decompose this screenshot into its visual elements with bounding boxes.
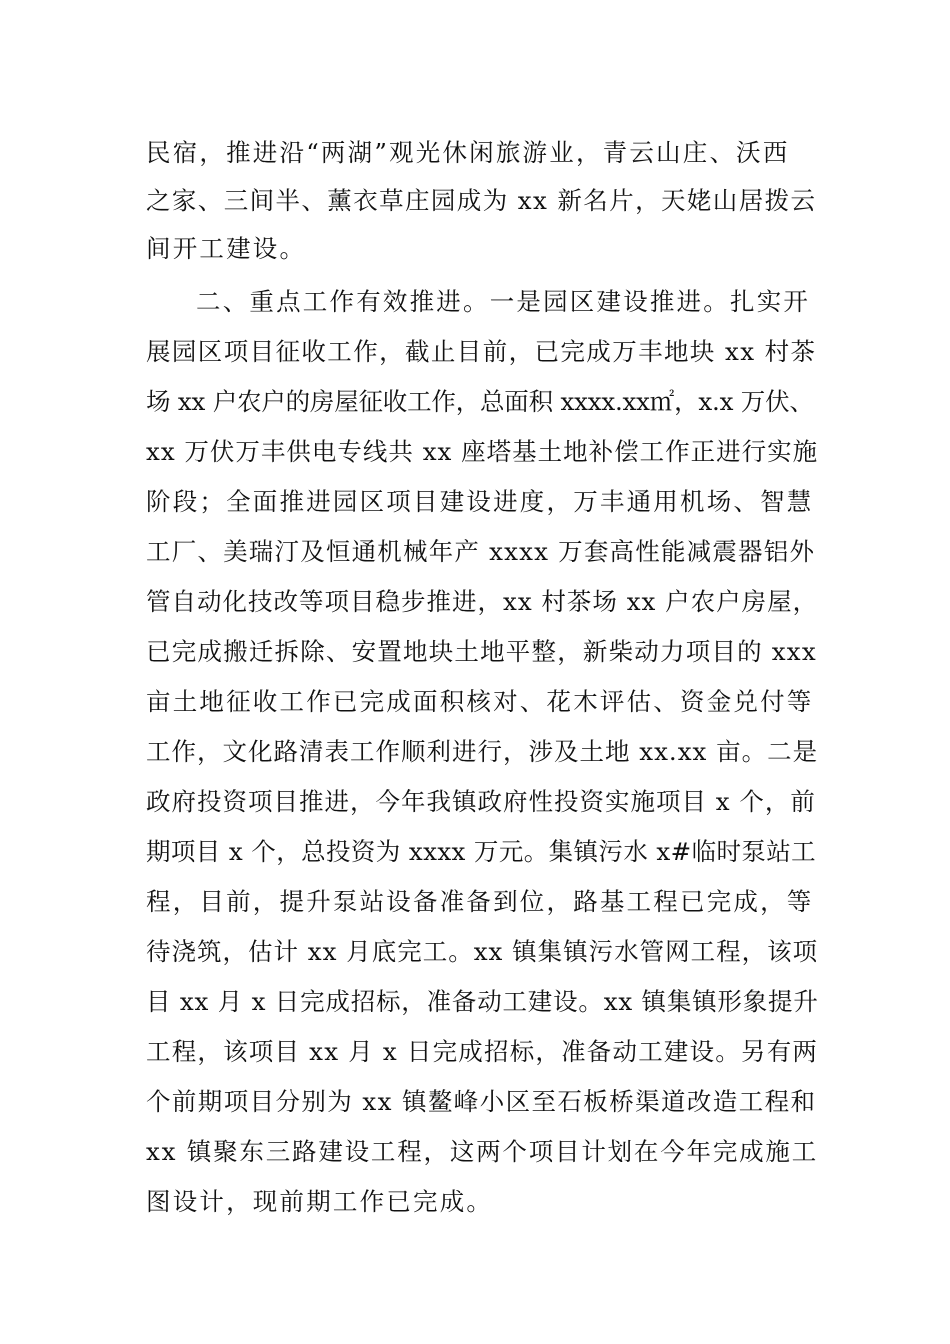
text-line: 工程，该项目 xx 月 x 日完成招标，准备动工建设。另有两 — [146, 1037, 819, 1066]
text-line: 个前期项目分别为 xx 镇鳌峰小区至石板桥渠道改造工程和 — [146, 1087, 817, 1116]
text-line: 目 xx 月 x 日完成招标，准备动工建设。xx 镇集镇形象提升 — [146, 987, 819, 1016]
text-line: 工厂、美瑞汀及恒通机械年产 xxxx 万套高性能减震器铝外 — [146, 537, 816, 566]
text-line: 管自动化技改等项目稳步推进，xx 村茶场 xx 户农户房屋， — [146, 587, 819, 616]
text-line: xx 万伏万丰供电专线共 xx 座塔基土地补偿工作正进行实施 — [146, 437, 819, 466]
text-line: 期项目 x 个，总投资为 xxxx 万元。集镇污水 x#临时泵站工 — [146, 837, 817, 866]
text-line: 展园区项目征收工作，截止目前，已完成万丰地块 xx 村茶 — [146, 337, 817, 366]
text-line: 已完成搬迁拆除、安置地块土地平整，新柴动力项目的 xxx — [146, 637, 817, 666]
text-line: 场 xx 户农户的房屋征收工作，总面积 xxxx.xx㎡，x.x 万伏、 — [146, 387, 814, 416]
text-line: 工作，文化路清表工作顺利进行，涉及土地 xx.xx 亩。二是 — [146, 737, 819, 766]
text-line: 图设计，现前期工作已完成。 — [146, 1187, 494, 1216]
text-line: 亩土地征收工作已完成面积核对、花木评估、资金兑付等 — [146, 687, 814, 716]
text-line: xx 镇聚东三路建设工程，这两个项目计划在今年完成施工 — [146, 1137, 819, 1166]
text-line: 待浇筑，估计 xx 月底完工。xx 镇集镇污水管网工程，该项 — [146, 937, 819, 966]
text-line: 民宿，推进沿“两湖”观光休闲旅游业，青云山庄、沃西 — [146, 138, 790, 167]
text-line: 政府投资项目推进，今年我镇政府性投资实施项目 x 个，前 — [146, 787, 816, 816]
paragraph-heading-line: 二、重点工作有效推进。一是园区建设推进。扎实开 — [196, 287, 811, 316]
text-line: 间开工建设。 — [146, 234, 307, 263]
text-line: 之家、三间半、薰衣草庄园成为 xx 新名片，天姥山居拨云 — [146, 186, 817, 215]
text-line: 程，目前，提升泵站设备准备到位，路基工程已完成，等 — [146, 887, 814, 916]
text-line: 阶段；全面推进园区项目建设进度，万丰通用机场、智慧 — [146, 487, 814, 516]
